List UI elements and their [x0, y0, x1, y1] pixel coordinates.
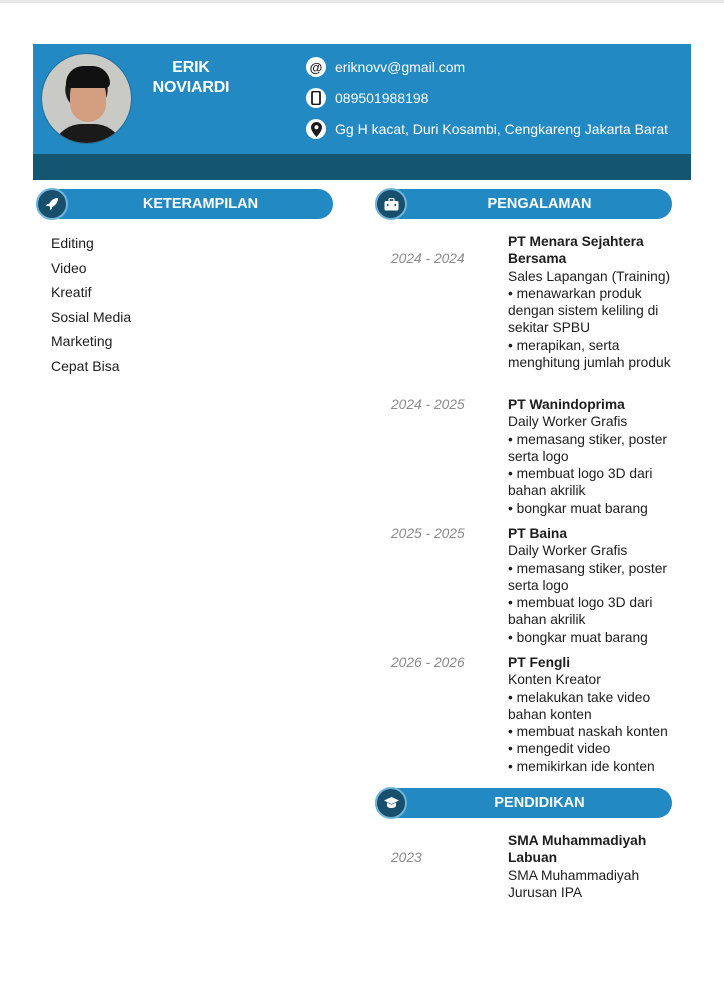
skill-item: Video [51, 259, 87, 276]
company-name: PT Fengli [508, 655, 571, 670]
skill-item: Kreatif [51, 284, 92, 301]
section-title: KETERAMPILAN [142, 196, 259, 212]
company-name: PT Wanindoprima [508, 397, 625, 412]
company-name: PT Baina [508, 526, 568, 541]
education-detail: Jurusan IPA [508, 884, 583, 900]
rocket-icon [36, 188, 68, 220]
resume-header [33, 44, 691, 180]
duty: • bongkar muat barang [508, 629, 648, 645]
experience-period: 2026 - 2026 [391, 655, 465, 670]
duty: • membuat logo 3D dari bahan akrilik [508, 466, 653, 499]
avatar [41, 53, 132, 144]
job-role: Konten Kreator [508, 672, 601, 688]
skills-list [51, 231, 131, 379]
duty: • bongkar muat barang [508, 500, 648, 516]
duty: • merapikan, serta menghitung jumlah produk [508, 337, 671, 371]
duty: • memasang stiker, poster serta logo [508, 560, 667, 593]
skill-item: Editing [51, 235, 94, 251]
skill-item: Sosial Media [51, 308, 132, 325]
contact-phone [306, 87, 428, 109]
job-role: Sales Lapangan (Training) [508, 268, 671, 284]
at-icon: @ [306, 57, 326, 77]
education-entry [391, 832, 691, 907]
phone-text[interactable]: 089501988198 [335, 90, 429, 106]
duty: • memasang stiker, poster serta logo [508, 431, 667, 464]
section-header-education [375, 788, 672, 818]
first-name: ERIK [172, 59, 210, 76]
section-title: PENGALAMAN [487, 196, 592, 212]
job-role: Daily Worker Grafis [508, 543, 628, 559]
duty: • mengedit video [508, 741, 611, 757]
duty: • memikirkan ide konten [508, 758, 655, 774]
experience-period: 2024 - 2024 [391, 251, 465, 266]
experience-entry [391, 233, 691, 393]
briefcase-icon [375, 188, 407, 220]
contact-address [306, 118, 668, 140]
last-name: NOVIARDI [152, 79, 230, 96]
company-name: PT Menara Sejahtera Bersama [508, 234, 644, 267]
top-divider [0, 0, 724, 3]
experience-entry [391, 654, 691, 779]
job-role: Daily Worker Grafis [508, 414, 628, 430]
contact-email [306, 56, 465, 78]
skill-item: Cepat Bisa [51, 357, 120, 374]
duty: • menawarkan produk dengan sistem keliling di sekitar SPBU [508, 285, 659, 336]
section-header-experience [375, 189, 672, 219]
duty: • membuat logo 3D dari bahan akrilik [508, 595, 653, 628]
experience-entry [391, 396, 691, 521]
section-title: PENDIDIKAN [494, 795, 585, 811]
school-name: SMA Muhammadiyah Labuan [508, 833, 647, 866]
experience-period: 2024 - 2025 [391, 397, 465, 412]
skill-item: Marketing [51, 333, 113, 350]
graduation-cap-icon [375, 787, 407, 819]
email-text[interactable]: eriknovv@gmail.com [335, 59, 466, 75]
education-period: 2023 [391, 850, 422, 865]
phone-icon [306, 88, 326, 108]
map-pin-icon [306, 119, 326, 139]
address-text: Gg H kacat, Duri Kosambi, Cengkareng Jakarta Barat [335, 121, 669, 137]
experience-period: 2025 - 2025 [391, 526, 465, 541]
duty: • melakukan take video bahan konten [508, 689, 651, 722]
education-detail: SMA Muhammadiyah [508, 867, 640, 883]
duty: • membuat naskah konten [508, 724, 668, 740]
section-header-skills [36, 189, 333, 219]
full-name [141, 58, 241, 98]
experience-entry [391, 525, 691, 650]
header-band [33, 154, 691, 180]
